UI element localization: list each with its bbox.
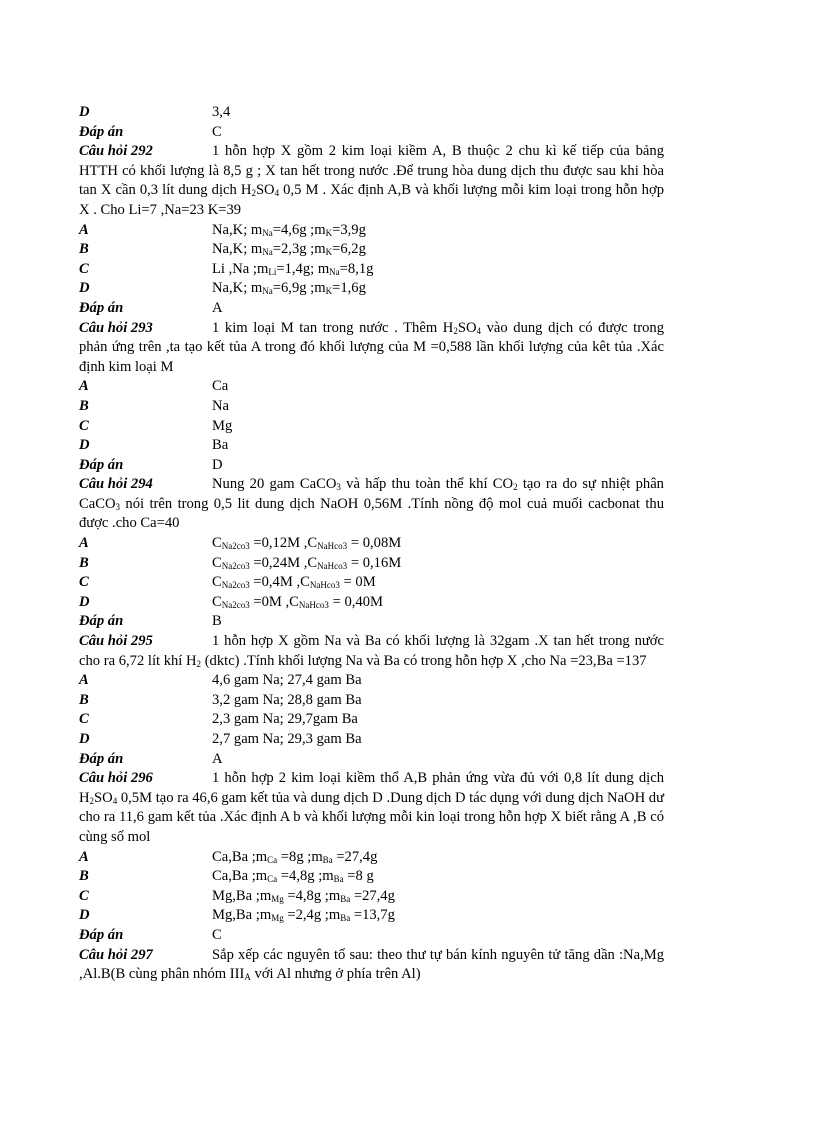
option-row: B $C_{Na2co3} =0,24M$ $,C_{NaHco3} = 0,16M$	[79, 554, 402, 571]
option-row: B Ca,Ba $;m_{Ca} =4,8g$ $;m_{Ba} =8$ g	[79, 868, 374, 885]
option-row: C Li ,Na $;m_{Li}=1,4g$; $m_{Na}=8,1g$	[79, 260, 374, 277]
question-295: Câu hỏi 295 1 hỗn hợp X gồm Na và Ba có khối lượng là 32gam .X tan hết trong nước cho ra 6,72 lít khí $H_2$ (dktc) .Tính khối lượng Na và Ba có trong hỗn hợp X ,cho Na =23,Ba =137	[79, 633, 664, 669]
option-row: A $C_{Na2co3} =0,12M$ $,C_{NaHco3} = 0,08M$	[79, 535, 402, 552]
option-row: A Ca,Ba $;m_{Ca} =8g$ $;m_{Ba} =27,4g$	[79, 848, 378, 865]
option-row: A 4,6 gam Na; 27,4 gam Ba	[79, 672, 362, 689]
option-row: D Na,K; $m_{Na}=6,9g$ $;m_K=1,6g$	[79, 280, 366, 297]
answer-row: Đáp án A	[79, 299, 664, 319]
answer-value: A	[212, 750, 223, 767]
question-294: Câu hỏi 294 Nung 20 gam CaCO$_3$ và hấp thu toàn thể khí $CO_2$ tạo ra do sự nhiệt phân CaCO$_3$ nói trên trong 0,5 lit dung dịch NaOH 0,56M .Tính nồng độ mol cuả muối cacbonat thu được .cho Ca=40	[79, 476, 664, 532]
answer-row: Đáp án D	[79, 456, 664, 476]
answer-value: A	[212, 299, 223, 316]
option-text: 3,4	[212, 104, 231, 120]
question-label: Câu hỏi 297	[79, 946, 153, 963]
question-293: Câu hỏi 293 1 kim loại M tan trong nước . Thêm $H_2SO_4$ vào dung dịch có được trong phản ứng trên ,ta tạo kết tủa A trong đó khối lượng của M =0,588 lần khối lượng của kêt tủa .Xác định kim loại M	[79, 319, 664, 375]
answer-value: B	[212, 613, 222, 630]
option-row: C Mg,Ba $;m_{Mg} =4,8g$ $;m_{Ba} =27,4g$	[79, 887, 395, 904]
question-label: Câu hỏi 292	[79, 143, 153, 160]
question-297: Câu hỏi 297 Sắp xếp các nguyên tố sau: theo thư tự bán kính nguyên tử tăng dần :Na,Mg ,Al.B(B cùng phân nhóm $III_A$ với Al nhưng ở phía trên Al)	[79, 946, 664, 983]
answer-label: Đáp án	[79, 123, 124, 140]
question-292: Câu hỏi 292 1 hỗn hợp X gồm 2 kim loại kiềm A, B thuộc 2 chu kì kế tiếp của bảng HTTH có khối lượng là 8,5 g ; X tan hết trong nước .Để trung hòa dung dịch thu được sau khi hòa tan X cần 0,3 lít dung dịch $H_2SO_4$ 0,5 M . Xác định A,B và khối lượng mỗi kim loại trong hỗn hợp X . Cho Li=7 ,Na=23 K=39	[79, 143, 664, 218]
option-row: B Na	[79, 397, 230, 414]
answer-row: Đáp án B	[79, 612, 664, 632]
answer-row	[79, 123, 664, 143]
option-row: D Mg,Ba $;m_{Mg} =2,4g$ $;m_{Ba} =13,7g$	[79, 907, 395, 924]
option-row	[79, 103, 664, 123]
option-row: D Ba	[79, 437, 229, 454]
document-page	[79, 103, 664, 985]
option-row: B 3,2 gam Na; 28,8 gam Ba	[79, 691, 362, 708]
question-label: Câu hỏi 295	[79, 633, 153, 650]
question-label: Câu hỏi 296	[79, 770, 153, 787]
question-label: Câu hỏi 293	[79, 319, 153, 336]
option-row: A Na,K; $m_{Na}=4,6g$ $;m_K=3,9g$	[79, 221, 366, 238]
option-row: C Mg	[79, 417, 233, 434]
question-label: Câu hỏi 294	[79, 476, 153, 493]
option-row: D $C_{Na2co3} =0M$ $,C_{NaHco3} = 0,40M$	[79, 593, 383, 610]
answer-value: D	[212, 456, 223, 473]
option-row: D 2,7 gam Na; 29,3 gam Ba	[79, 731, 362, 747]
answer-row: Đáp án C	[79, 926, 664, 946]
answer-value: C	[212, 123, 222, 140]
answer-value: C	[212, 926, 222, 943]
option-row: B Na,K; $m_{Na}=2,3g$ $;m_K=6,2g$	[79, 241, 366, 258]
option-label: D	[79, 104, 90, 120]
option-row: A Ca	[79, 378, 229, 395]
answer-row: Đáp án A	[79, 750, 664, 770]
option-row: C 2,3 gam Na; 29,7gam Ba	[79, 711, 358, 728]
option-row: C $C_{Na2co3} =0,4M$ $,C_{NaHco3} = 0M$	[79, 574, 376, 591]
question-296: Câu hỏi 296 1 hỗn hợp 2 kim loại kiềm thổ A,B phản ứng vừa đủ với 0,8 lít dung dịch $H_2SO_4$ 0,5M tạo ra 46,6 gam kết tủa và dung dịch D .Dung dịch D tác dụng với dung dịch NaOH dư cho ra 11,6 gam kết tủa .Xác định A b và khối lượng mỗi kin loại trong hỗn hợp X biết rằng A ,B có cùng số mol	[79, 770, 664, 845]
